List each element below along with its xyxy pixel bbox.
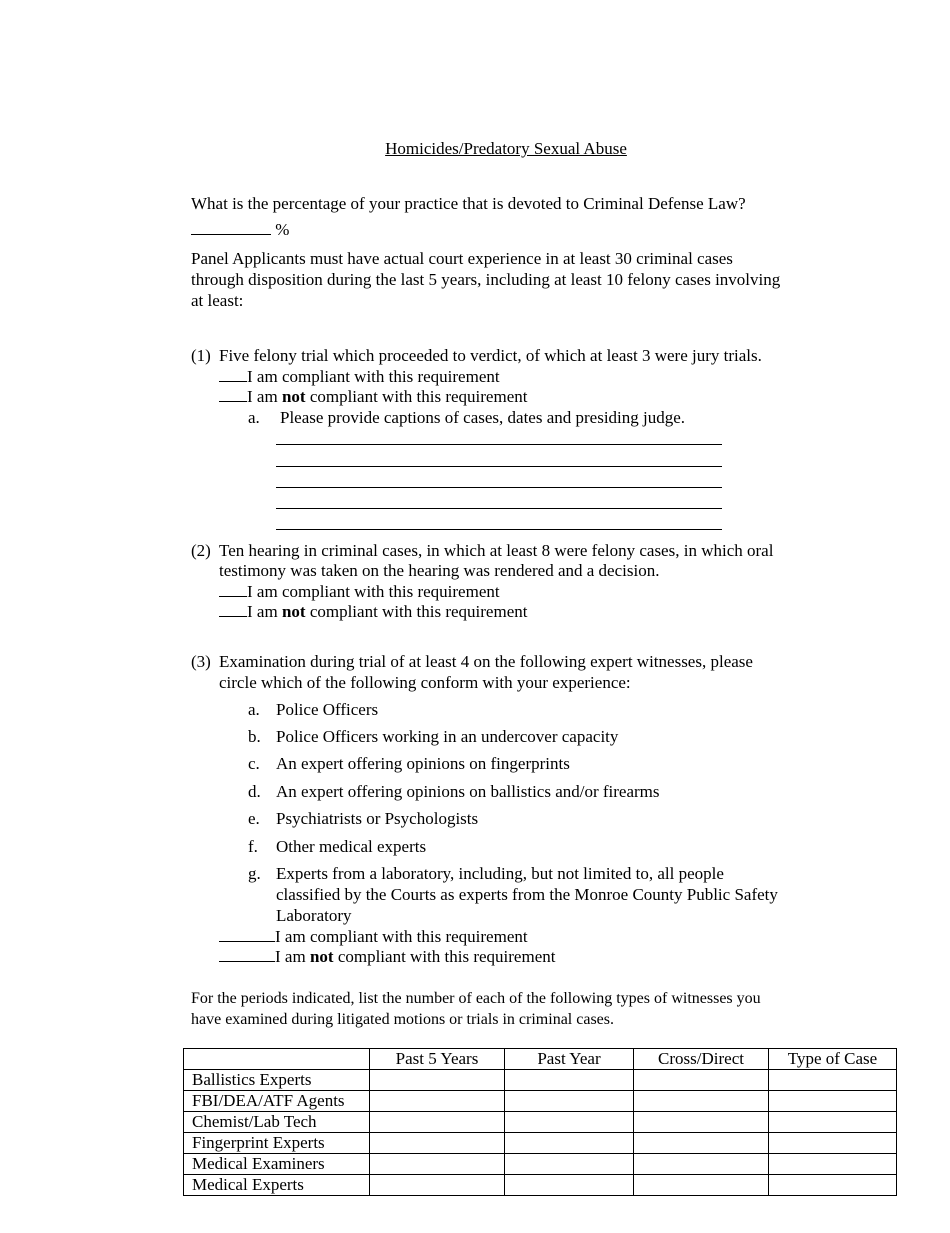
req3-not-compliant-blank[interactable] <box>219 947 275 962</box>
table-cell[interactable] <box>769 1133 897 1154</box>
caption-line-2[interactable] <box>276 466 722 467</box>
row-label: FBI/DEA/ATF Agents <box>184 1091 370 1112</box>
table-cell[interactable] <box>370 1070 505 1091</box>
table-cell[interactable] <box>505 1112 634 1133</box>
table-cell[interactable] <box>370 1133 505 1154</box>
row-label: Medical Examiners <box>184 1154 370 1175</box>
req1-number: (1) <box>191 346 211 365</box>
table-cell[interactable] <box>769 1070 897 1091</box>
practice-question: What is the percentage of your practice that is devoted to Criminal Defense Law? <box>191 194 746 213</box>
table-cell[interactable] <box>634 1070 769 1091</box>
table-header-cross-direct: Cross/Direct <box>634 1049 769 1070</box>
req3-line-2: circle which of the following conform with your experience: <box>219 673 631 692</box>
table-cell[interactable] <box>370 1154 505 1175</box>
percentage-field[interactable] <box>191 219 289 240</box>
witness-table <box>183 1048 897 1196</box>
req1-text: Five felony trial which proceeded to verdict, of which at least 3 were jury trials. <box>219 346 762 365</box>
req1-compliant-option[interactable]: I am compliant with this requirement <box>219 366 500 387</box>
req2-not-compliant-option[interactable]: I am not compliant with this requirement <box>219 601 527 622</box>
req3-compliant-option[interactable]: I am compliant with this requirement <box>219 926 528 947</box>
table-cell[interactable] <box>769 1112 897 1133</box>
table-cell[interactable] <box>505 1133 634 1154</box>
table-cell[interactable] <box>769 1175 897 1196</box>
table-row <box>184 1091 897 1112</box>
req1-heading <box>191 345 762 366</box>
row-label: Ballistics Experts <box>184 1070 370 1091</box>
percent-sign: % <box>275 220 290 239</box>
table-header-past-year: Past Year <box>505 1049 634 1070</box>
expert-item-e[interactable]: e. Psychiatrists or Psychologists <box>248 809 479 828</box>
table-cell[interactable] <box>370 1175 505 1196</box>
expert-item-b[interactable]: b. Police Officers working in an undercover capacity <box>248 727 619 746</box>
table-cell[interactable] <box>769 1154 897 1175</box>
table-header-row <box>184 1049 897 1070</box>
req2-line-2: testimony was taken on the hearing was rendered and a decision. <box>219 561 660 580</box>
caption-line-1[interactable] <box>276 444 722 445</box>
req2-compliant-blank[interactable] <box>219 582 247 597</box>
table-cell[interactable] <box>634 1133 769 1154</box>
table-cell[interactable] <box>505 1091 634 1112</box>
expert-item-c[interactable]: c. An expert offering opinions on fingerprints <box>248 754 570 773</box>
expert-item-g[interactable]: g. Experts from a laboratory, including, but not limited to, all people <box>248 864 724 883</box>
table-header-type-of-case: Type of Case <box>769 1049 897 1070</box>
table-header-past-5-years: Past 5 Years <box>370 1049 505 1070</box>
row-label: Fingerprint Experts <box>184 1133 370 1154</box>
table-cell[interactable] <box>505 1070 634 1091</box>
req1-compliant-blank[interactable] <box>219 367 247 382</box>
req3-compliant-blank[interactable] <box>219 927 275 942</box>
req2-not-compliant-blank[interactable] <box>219 602 247 617</box>
table-header-blank <box>184 1049 370 1070</box>
table-cell[interactable] <box>370 1091 505 1112</box>
expert-item-d[interactable]: d. An expert offering opinions on ballistics and/or firearms <box>248 782 660 801</box>
table-row <box>184 1133 897 1154</box>
req1-not-compliant-option[interactable]: I am not compliant with this requirement <box>219 386 527 407</box>
table-row <box>184 1112 897 1133</box>
percentage-blank[interactable] <box>191 220 271 235</box>
table-cell[interactable] <box>370 1112 505 1133</box>
intro-line-1: Panel Applicants must have actual court experience in at least 30 criminal cases <box>191 249 733 268</box>
expert-item-g-line-2: classified by the Courts as experts from the Monroe County Public Safety <box>276 885 778 904</box>
page-title: Homicides/Predatory Sexual Abuse <box>385 139 627 158</box>
req3-heading: (3) Examination during trial of at least 4 on the following expert witnesses, please <box>191 652 753 671</box>
caption-line-5[interactable] <box>276 529 722 530</box>
table-cell[interactable] <box>505 1175 634 1196</box>
periods-line-2: have examined during litigated motions or trials in criminal cases. <box>191 1011 614 1028</box>
req2-heading: (2) Ten hearing in criminal cases, in which at least 8 were felony cases, in which oral <box>191 541 774 560</box>
table-row <box>184 1070 897 1091</box>
row-label: Chemist/Lab Tech <box>184 1112 370 1133</box>
intro-line-2: through disposition during the last 5 years, including at least 10 felony cases involving <box>191 270 781 289</box>
req1-not-compliant-blank[interactable] <box>219 387 247 402</box>
caption-line-3[interactable] <box>276 487 722 488</box>
table-row <box>184 1154 897 1175</box>
table-row <box>184 1175 897 1196</box>
table-cell[interactable] <box>634 1175 769 1196</box>
expert-item-a[interactable]: a. Police Officers <box>248 700 379 719</box>
periods-line-1: For the periods indicated, list the number of each of the following types of witnesses you <box>191 990 761 1007</box>
expert-item-g-line-3: Laboratory <box>276 906 352 925</box>
table-cell[interactable] <box>634 1112 769 1133</box>
expert-item-f[interactable]: f. Other medical experts <box>248 837 427 856</box>
caption-line-4[interactable] <box>276 508 722 509</box>
req2-compliant-option[interactable]: I am compliant with this requirement <box>219 581 500 602</box>
table-cell[interactable] <box>634 1091 769 1112</box>
intro-line-3: at least: <box>191 291 244 310</box>
table-cell[interactable] <box>634 1154 769 1175</box>
req1-sub-a: a. Please provide captions of cases, dates and presiding judge. <box>248 408 686 427</box>
table-cell[interactable] <box>769 1091 897 1112</box>
table-cell[interactable] <box>505 1154 634 1175</box>
row-label: Medical Experts <box>184 1175 370 1196</box>
req3-not-compliant-option[interactable]: I am not compliant with this requirement <box>219 946 555 967</box>
